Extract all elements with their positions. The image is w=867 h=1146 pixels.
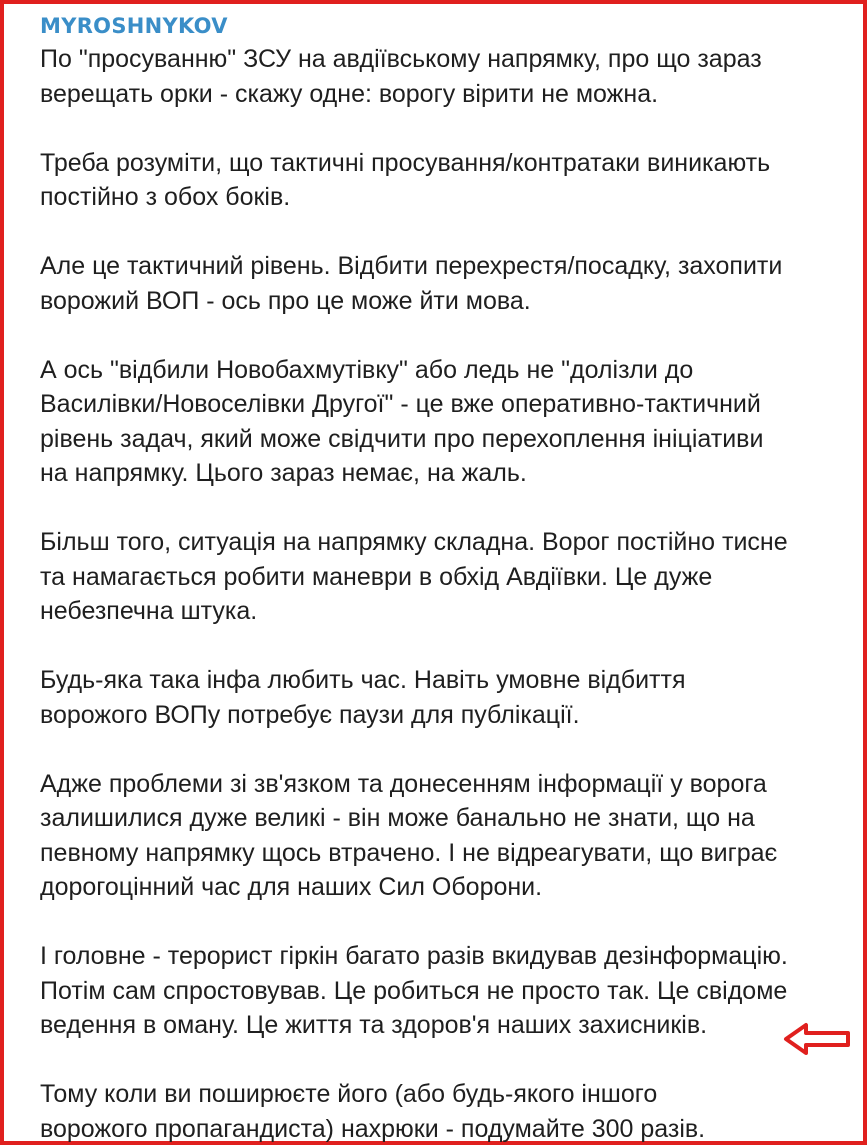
- message-paragraph-5: Більш того, ситуація на напрямку складна. Ворог постійно тисне та намагається робити маневри в обхід Авдіївки. Це дуже небезпечна штука.: [40, 528, 788, 625]
- author-name[interactable]: MYROSHNYKOV: [40, 14, 228, 38]
- message-paragraph-3: Але це тактичний рівень. Відбити перехрестя/посадку, захопити ворожий ВОП - ось про це може йти мова.: [40, 252, 783, 315]
- message-paragraph-4: А ось "відбили Новобахмутівку" або ледь не "долізли до Василівки/Новоселівки Другої" - це вже оперативно-тактичний рівень задач, який може свідчити про перехоплення ініціативи на напрямку. Цього зараз немає, на жаль.: [40, 355, 764, 487]
- message-paragraph-8: І головне - терорист гіркін багато разів вкидував дезінформацію. Потім сам спростовував. Це робиться не просто так. Це свідоме ведення в оману. Це життя та здоров'я наших захисників.: [40, 942, 788, 1039]
- message-paragraph-2: Треба розуміти, що тактичні просування/контратаки виникають постійно з обох боків.: [40, 148, 771, 211]
- message-paragraph-1: По "просуванню" ЗСУ на авдіївському напрямку, про що зараз верещать орки - скажу одне: ворогу вірити не можна.: [40, 45, 762, 108]
- left-arrow-outline: [786, 1025, 848, 1053]
- left-arrow-icon: [782, 1021, 854, 1057]
- channel-message: [40, 10, 860, 1146]
- message-paragraph-9: Тому коли ви поширюєте його (або будь-якого іншого ворожого пропагандиста) нахрюки - подумайте 300 разів.: [40, 1080, 706, 1143]
- message-paragraph-6: Будь-яка така інфа любить час. Навіть умовне відбиття ворожого ВОПу потребує паузи для публікації.: [40, 666, 686, 729]
- message-paragraph-7: Адже проблеми зі зв'язком та донесенням інформації у ворога залишилися дуже великі - він може банально не знати, що на певному напрямку щось втрачено. І не відреагувати, що виграє дорогоцінний час для наших Сил Оборони.: [40, 769, 778, 901]
